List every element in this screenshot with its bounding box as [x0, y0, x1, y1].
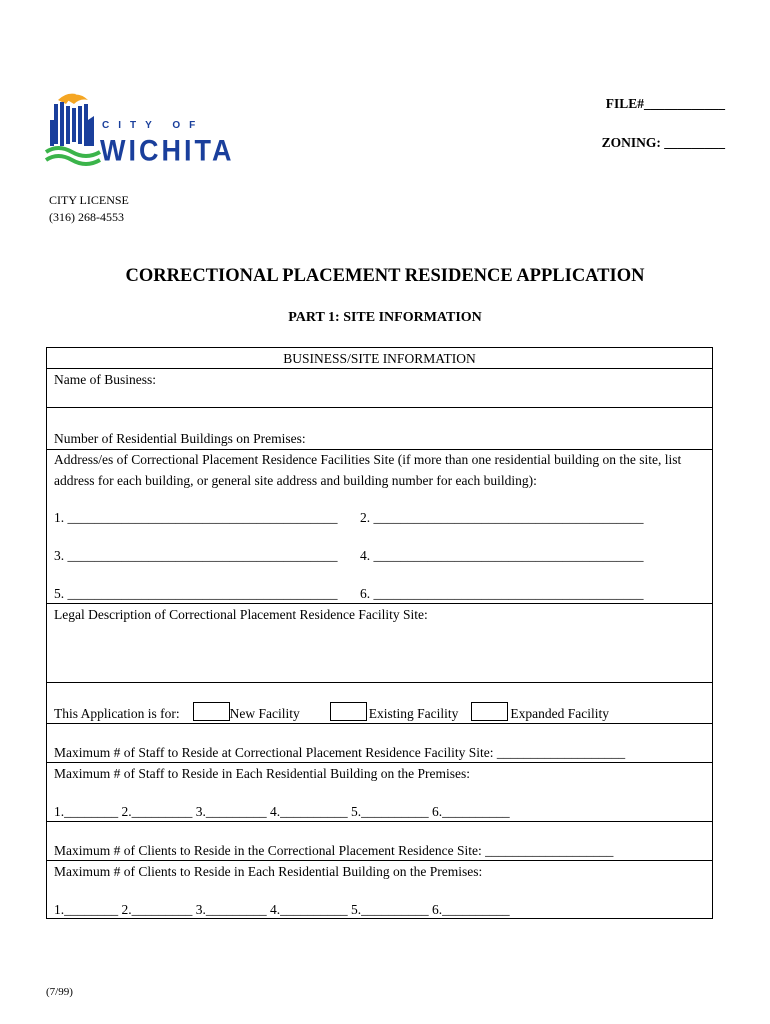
address-field-2[interactable]: 2. ________________________________________ [360, 510, 644, 525]
address-field-1[interactable]: 1. ________________________________________ [54, 510, 338, 525]
existing-facility-label: Existing Facility [368, 706, 459, 721]
max-staff-site-field[interactable]: Maximum # of Staff to Reside at Correctional Placement Residence Facility Site: ___________________ [54, 745, 626, 760]
legal-description-label[interactable]: Legal Description of Correctional Placement Residence Facility Site: [54, 607, 428, 622]
office-name: CITY LICENSE [49, 193, 129, 207]
city-license-contact [49, 192, 129, 226]
existing-facility-checkbox[interactable] [330, 702, 367, 721]
name-of-business-label[interactable]: Name of Business: [54, 372, 156, 387]
file-number-field: FILE#____________ [605, 96, 725, 111]
logo-wichita-text: WICHITA [100, 134, 235, 167]
expanded-facility-label: Expanded Facility [510, 706, 609, 721]
divider [47, 682, 712, 683]
section-heading: BUSINESS/SITE INFORMATION [283, 351, 476, 366]
max-clients-site-field[interactable]: Maximum # of Clients to Reside in the Correctional Placement Residence Site: ___________________ [54, 843, 614, 858]
address-field-5[interactable]: 5. ________________________________________ [54, 586, 338, 601]
address-field-3[interactable]: 3. ________________________________________ [54, 548, 338, 563]
application-for-label: This Application is for: [54, 706, 180, 721]
revision-date: (7/99) [46, 986, 73, 998]
clients-per-building-fields[interactable]: 1.________ 2._________ 3._________ 4.__________ 5.__________ 6.__________ [54, 902, 510, 917]
logo-city-of-text: CITY OF [102, 120, 205, 131]
address-field-6[interactable]: 6. ________________________________________ [360, 586, 644, 601]
wichita-w-icon [44, 90, 104, 176]
office-phone: (316) 268-4553 [49, 210, 124, 224]
addresses-intro: Address/es of Correctional Placement Residence Facilities Site (if more than one residential building on the site, list address for each building, or general site address and building number for each building): [54, 452, 682, 488]
max-clients-building-label: Maximum # of Clients to Reside in Each Residential Building on the Premises: [54, 864, 483, 879]
staff-per-building-fields[interactable]: 1.________ 2._________ 3._________ 4.__________ 5.__________ 6.__________ [54, 804, 510, 819]
new-facility-label: New Facility [229, 706, 300, 721]
address-field-4[interactable]: 4. ________________________________________ [360, 548, 644, 563]
max-staff-building-label: Maximum # of Staff to Reside in Each Residential Building on the Premises: [54, 766, 470, 781]
site-information-form [46, 347, 713, 919]
application-type-row [54, 702, 609, 724]
new-facility-checkbox[interactable] [193, 702, 230, 721]
part-heading: PART 1: SITE INFORMATION [288, 310, 482, 325]
page-title: CORRECTIONAL PLACEMENT RESIDENCE APPLICATION [125, 266, 645, 286]
zoning-field: ZONING: _________ [601, 135, 725, 150]
expanded-facility-checkbox[interactable] [471, 702, 508, 721]
divider [47, 407, 712, 408]
num-buildings-label[interactable]: Number of Residential Buildings on Premises: [54, 431, 306, 446]
city-of-wichita-logo [44, 90, 235, 176]
